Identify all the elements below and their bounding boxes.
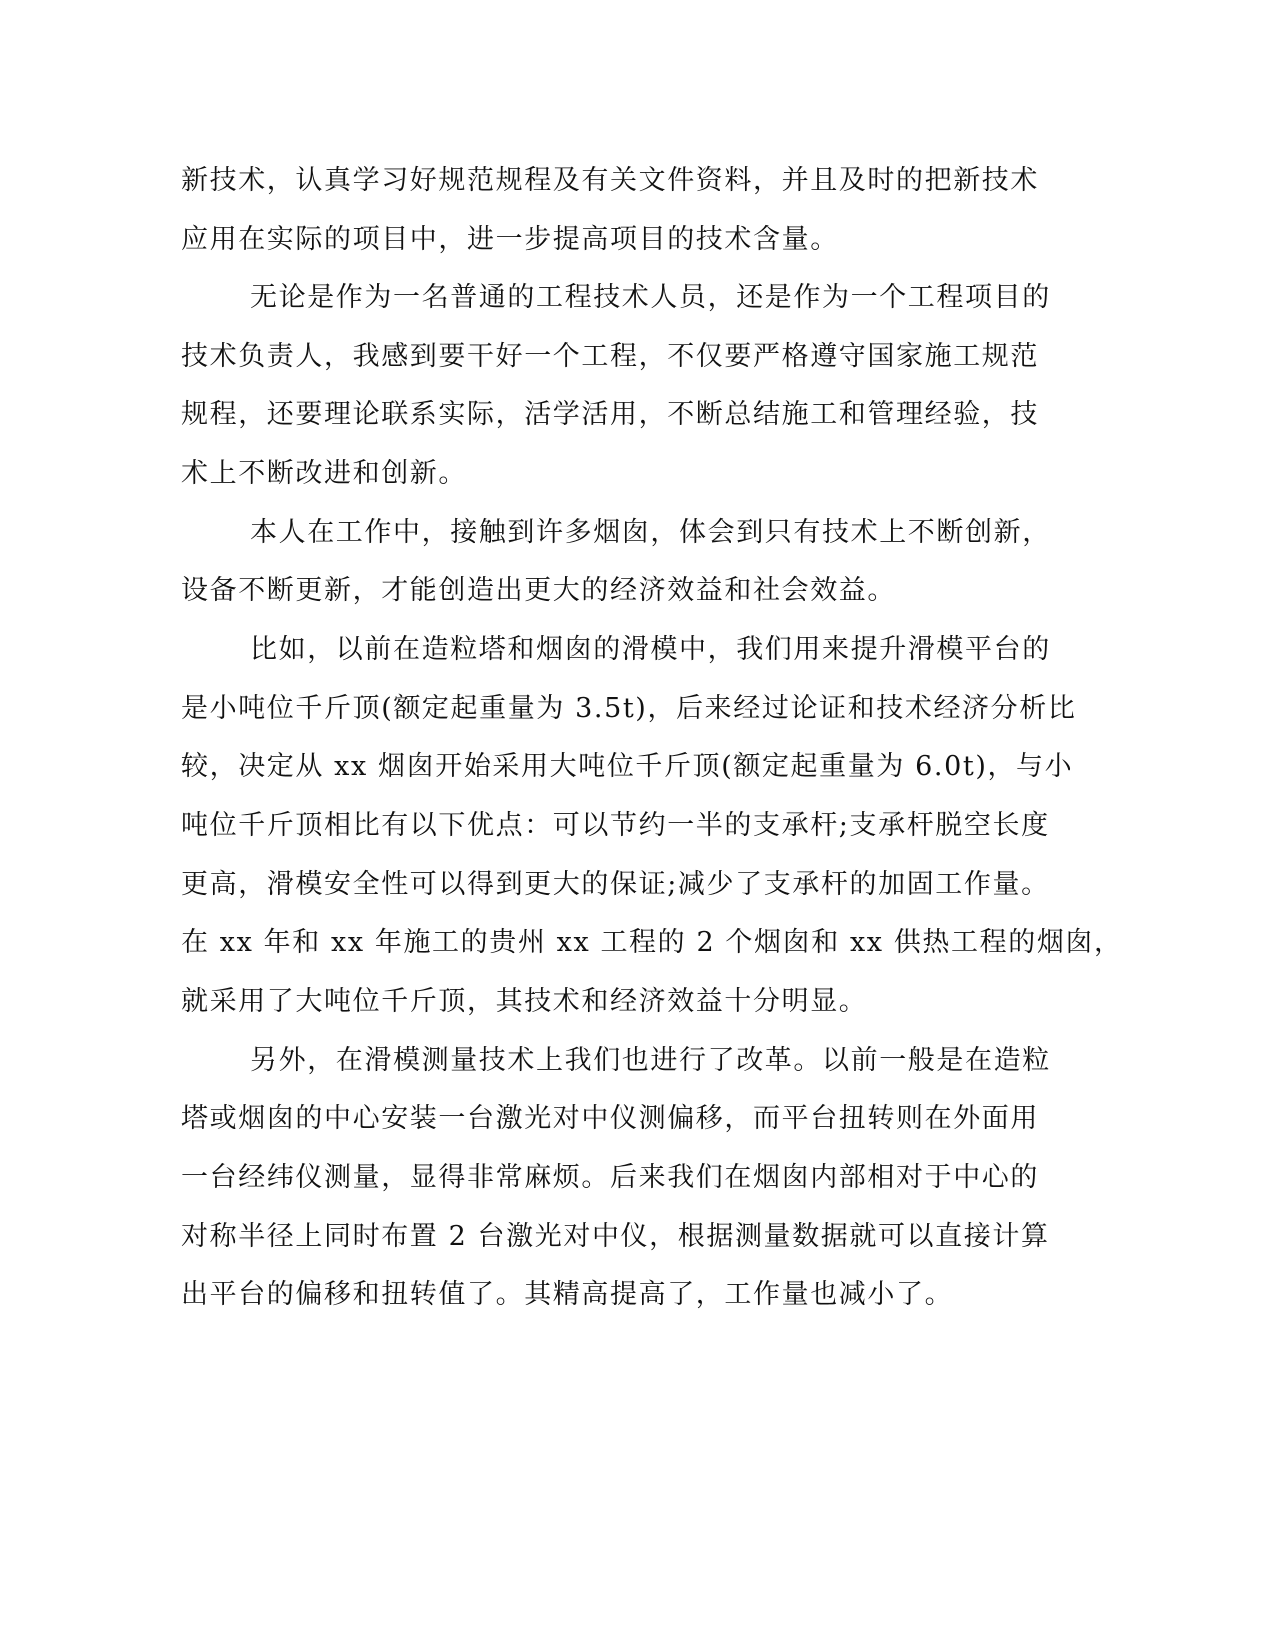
text-line: 规程，还要理论联系实际，活学活用，不断总结施工和管理经验，技 <box>181 399 1039 430</box>
text-line: 在 xx 年和 xx 年施工的贵州 xx 工程的 2 个烟囱和 xx 供热工程的烟囱， <box>181 927 1123 958</box>
text-line: 设备不断更新，才能创造出更大的经济效益和社会效益。 <box>181 575 896 606</box>
text-line: 塔或烟囱的中心安装一台激光对中仪测偏移，而平台扭转则在外面用 <box>181 1103 1039 1134</box>
text-line: 吨位千斤顶相比有以下优点：可以节约一半的支承杆;支承杆脱空长度 <box>181 810 1050 841</box>
text-line: 出平台的偏移和扭转值了。其精高提高了，工作量也减小了。 <box>181 1279 954 1310</box>
text-line: 应用在实际的项目中，进一步提高项目的技术含量。 <box>181 224 839 255</box>
text-line: 较，决定从 xx 烟囱开始采用大吨位千斤顶(额定起重量为 6.0t)，与小 <box>181 751 1074 782</box>
text-line: 术上不断改进和创新。 <box>181 458 467 489</box>
text-line: 更高，滑模安全性可以得到更大的保证;减少了支承杆的加固工作量。 <box>181 869 1050 900</box>
text-line: 技术负责人，我感到要干好一个工程，不仅要严格遵守国家施工规范 <box>181 341 1039 372</box>
text-line: 另外，在滑模测量技术上我们也进行了改革。以前一般是在造粒 <box>250 1045 1051 1076</box>
text-line: 一台经纬仪测量，显得非常麻烦。后来我们在烟囱内部相对于中心的 <box>181 1162 1039 1193</box>
text-line: 比如，以前在造粒塔和烟囱的滑模中，我们用来提升滑模平台的 <box>250 634 1051 665</box>
text-line: 对称半径上同时布置 2 台激光对中仪，根据测量数据就可以直接计算 <box>181 1221 1050 1252</box>
text-line: 是小吨位千斤顶(额定起重量为 3.5t)，后来经过论证和技术经济分析比 <box>181 693 1077 724</box>
text-line: 就采用了大吨位千斤顶，其技术和经济效益十分明显。 <box>181 986 868 1017</box>
text-line: 无论是作为一名普通的工程技术人员，还是作为一个工程项目的 <box>250 282 1051 313</box>
text-line: 本人在工作中，接触到许多烟囱，体会到只有技术上不断创新， <box>250 517 1051 548</box>
text-line: 新技术，认真学习好规范规程及有关文件资料，并且及时的把新技术 <box>181 165 1039 196</box>
